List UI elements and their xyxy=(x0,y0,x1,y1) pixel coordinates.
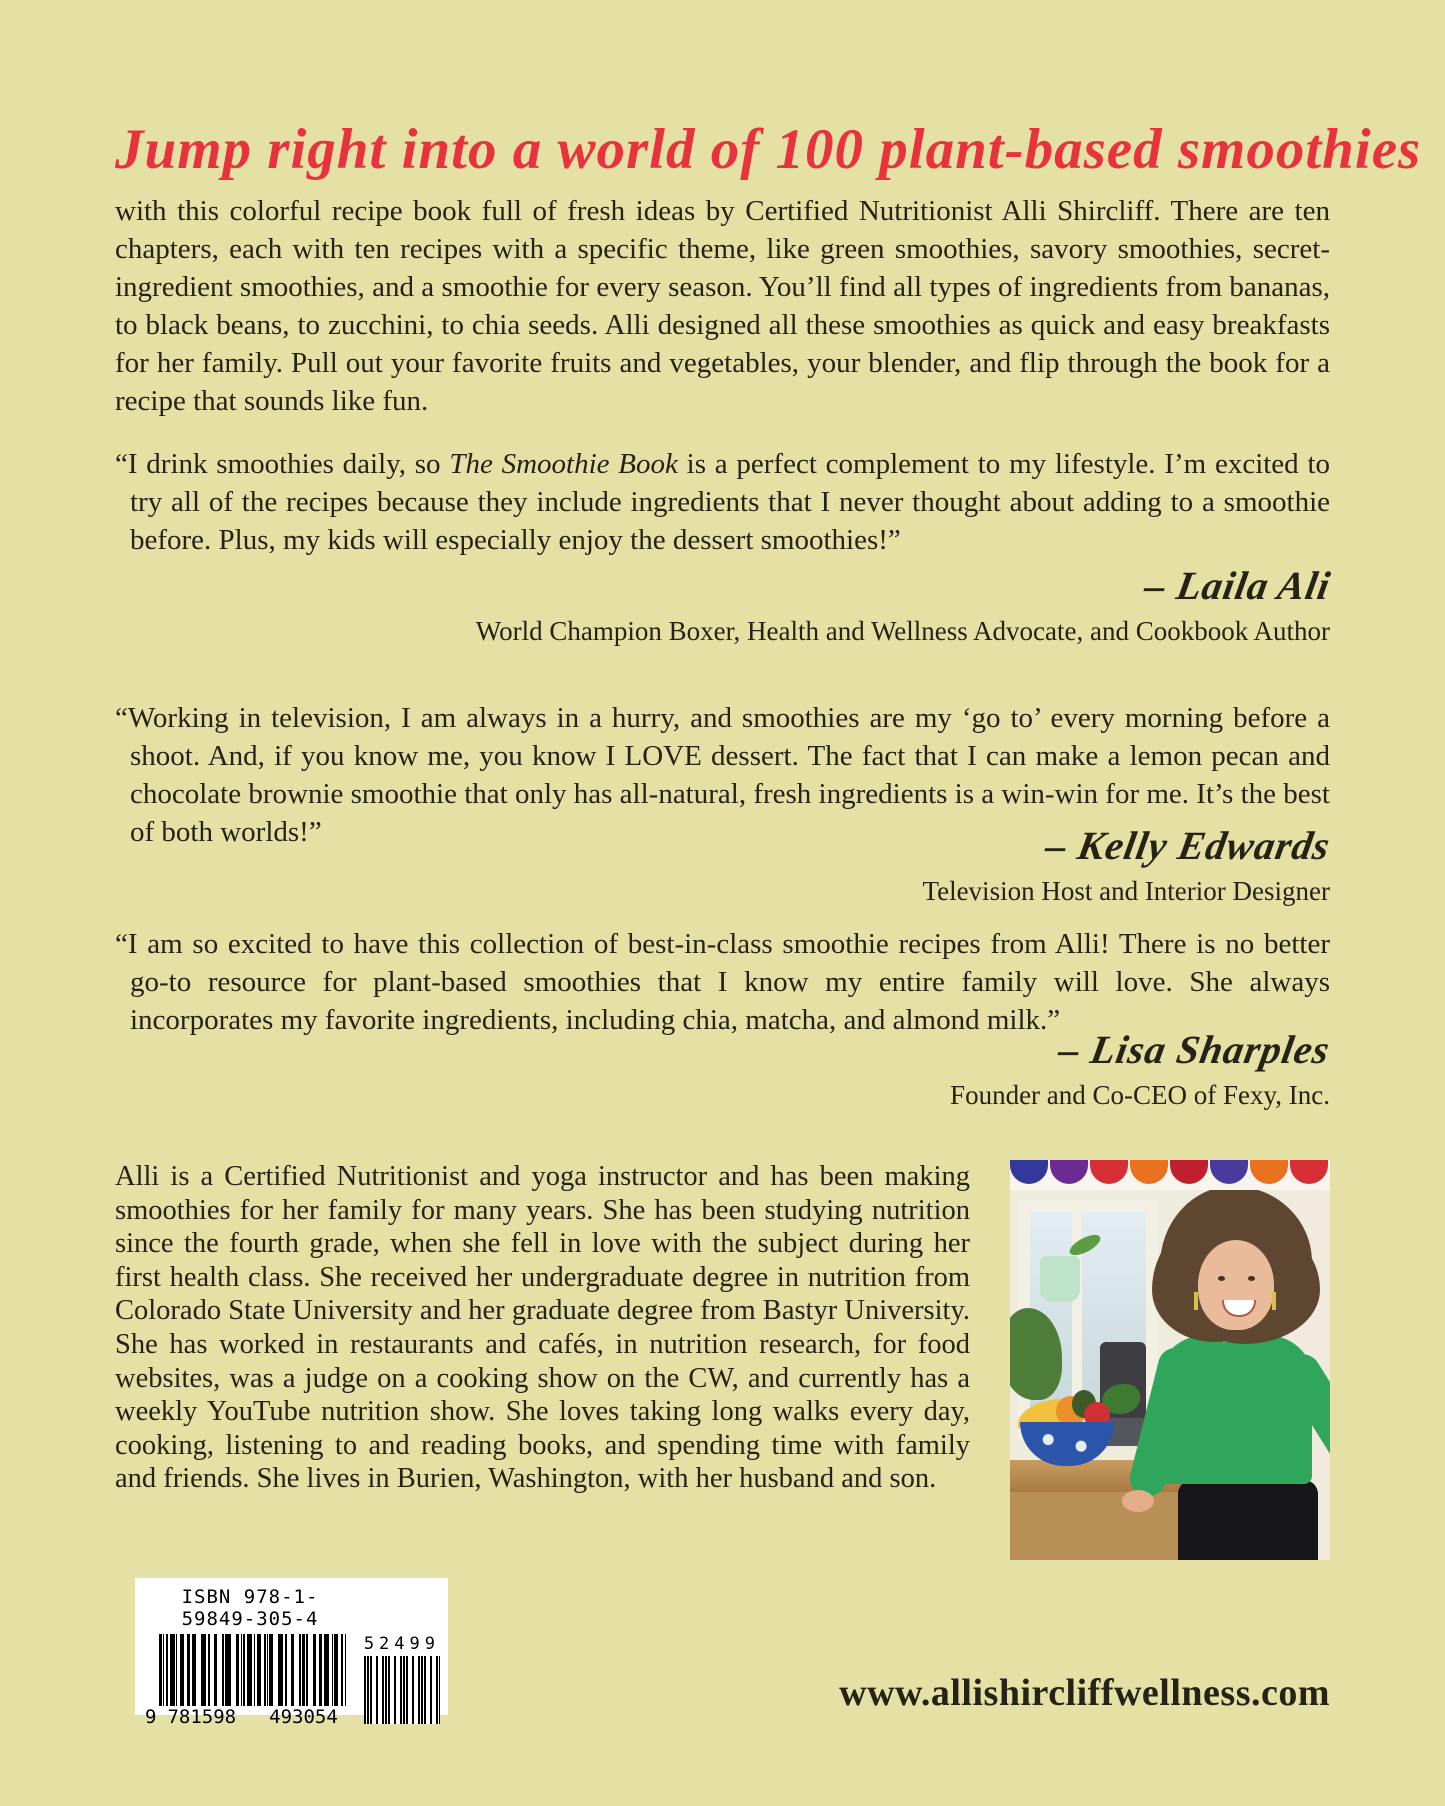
attribution xyxy=(115,559,1335,649)
supplement-bars xyxy=(364,1656,440,1724)
isbn-number: ISBN 978-1-59849-305-4 xyxy=(181,1586,319,1630)
green-sweater xyxy=(1160,1336,1312,1484)
quote-part1: “I drink smoothies daily, so xyxy=(115,448,450,480)
smoothie-cup xyxy=(1040,1256,1080,1302)
party-bunting xyxy=(1010,1160,1330,1190)
website-url: www.allishircliffwellness.com xyxy=(839,1672,1330,1714)
attribution-title: Founder and Co-CEO of Fexy, Inc. xyxy=(950,1080,1330,1110)
ean-group2: 493054 xyxy=(269,1706,338,1728)
testimonial-lisa-sharples xyxy=(115,925,1335,1113)
price-supplement-digits: 52499 xyxy=(363,1634,440,1654)
footer xyxy=(115,1578,1330,1728)
barcode-bars xyxy=(159,1634,345,1706)
author-bio-section xyxy=(115,1160,1330,1560)
quote-text: “Working in television, I am always in a hurry, and smoothies are my ‘go to’ every morning before a shoot. And, if you know me, you know I LOVE dessert. The fact that I can make a lemon pecan and chocolate brownie smoothie that only has all-natural, fresh ingredients is a win-win for me. It’s the best of both worlds!” xyxy=(115,702,1330,848)
attribution-title: Television Host and Interior Designer xyxy=(922,876,1330,906)
bio-paragraph: Alli is a Certified Nutritionist and yoga instructor and has been making smoothies for her family for many years. She has been studying nutrition since the fourth grade, when she fell in love with the subject during her first health class. She received her undergraduate degree in nutrition from Colorado State University and her graduate degree from Bastyr University. She has worked in restaurants and cafés, in nutrition research, for food websites, was a judge on a cooking show on the CW, and currently has a weekly YouTube nutrition show. She loves taking long walks every day, cooking, listening to and reading books, and spending time with family and friends. She lives in Burien, Washington, with her husband and son. xyxy=(115,1161,970,1495)
ean-left-digit: 9 xyxy=(145,1706,157,1728)
signature: – Kelly Edwards xyxy=(1042,823,1335,868)
quote-text: “I am so excited to have this collection of best-in-class smoothie recipes from Alli! There is no better go-to resource for plant-based smoothies that I know my entire family will love. She always incorporates my favorite ingredients, including chia, matcha, and almond milk.” xyxy=(115,928,1330,1036)
author-photo xyxy=(1010,1160,1330,1560)
attribution-title: World Champion Boxer, Health and Wellness Advocate, and Cookbook Author xyxy=(475,616,1330,646)
quote-text xyxy=(115,445,1330,559)
ean-group1: 781598 xyxy=(167,1706,237,1728)
isbn-barcode xyxy=(135,1578,448,1728)
intro-paragraph: with this colorful recipe book full of fresh ideas by Certified Nutritionist Alli Shircliff. There are ten chapters, each with ten recipes with a specific theme, like green smoothies, savory smoothies, secret-ingredient smoothies, and a smoothie for every season. You’ll find all types of ingredients from bananas, to black beans, to zucchini, to chia seeds. Alli designed all these smoothies as quick and easy breakfasts for her family. Pull out your favorite fruits and vegetables, your blender, and flip through the book for a recipe that sounds like fun. xyxy=(115,195,1330,417)
book-title-italic: The Smoothie Book xyxy=(449,448,678,480)
testimonial-laila-ali xyxy=(115,445,1335,649)
signature: – Lisa Sharples xyxy=(1055,1027,1335,1072)
headline: Jump right into a world of 100 plant-based smoothies xyxy=(115,118,1422,181)
quote-part2: is a perfect complement to my lifestyle. I’m excited to try all of the recipes because they include ingredients that I never thought about adding to a smoothie before. Plus, my kids will especially enjoy the dessert smoothies!” xyxy=(130,448,1331,556)
signature: – Laila Ali xyxy=(1141,563,1335,608)
testimonial-kelly-edwards xyxy=(115,699,1335,909)
